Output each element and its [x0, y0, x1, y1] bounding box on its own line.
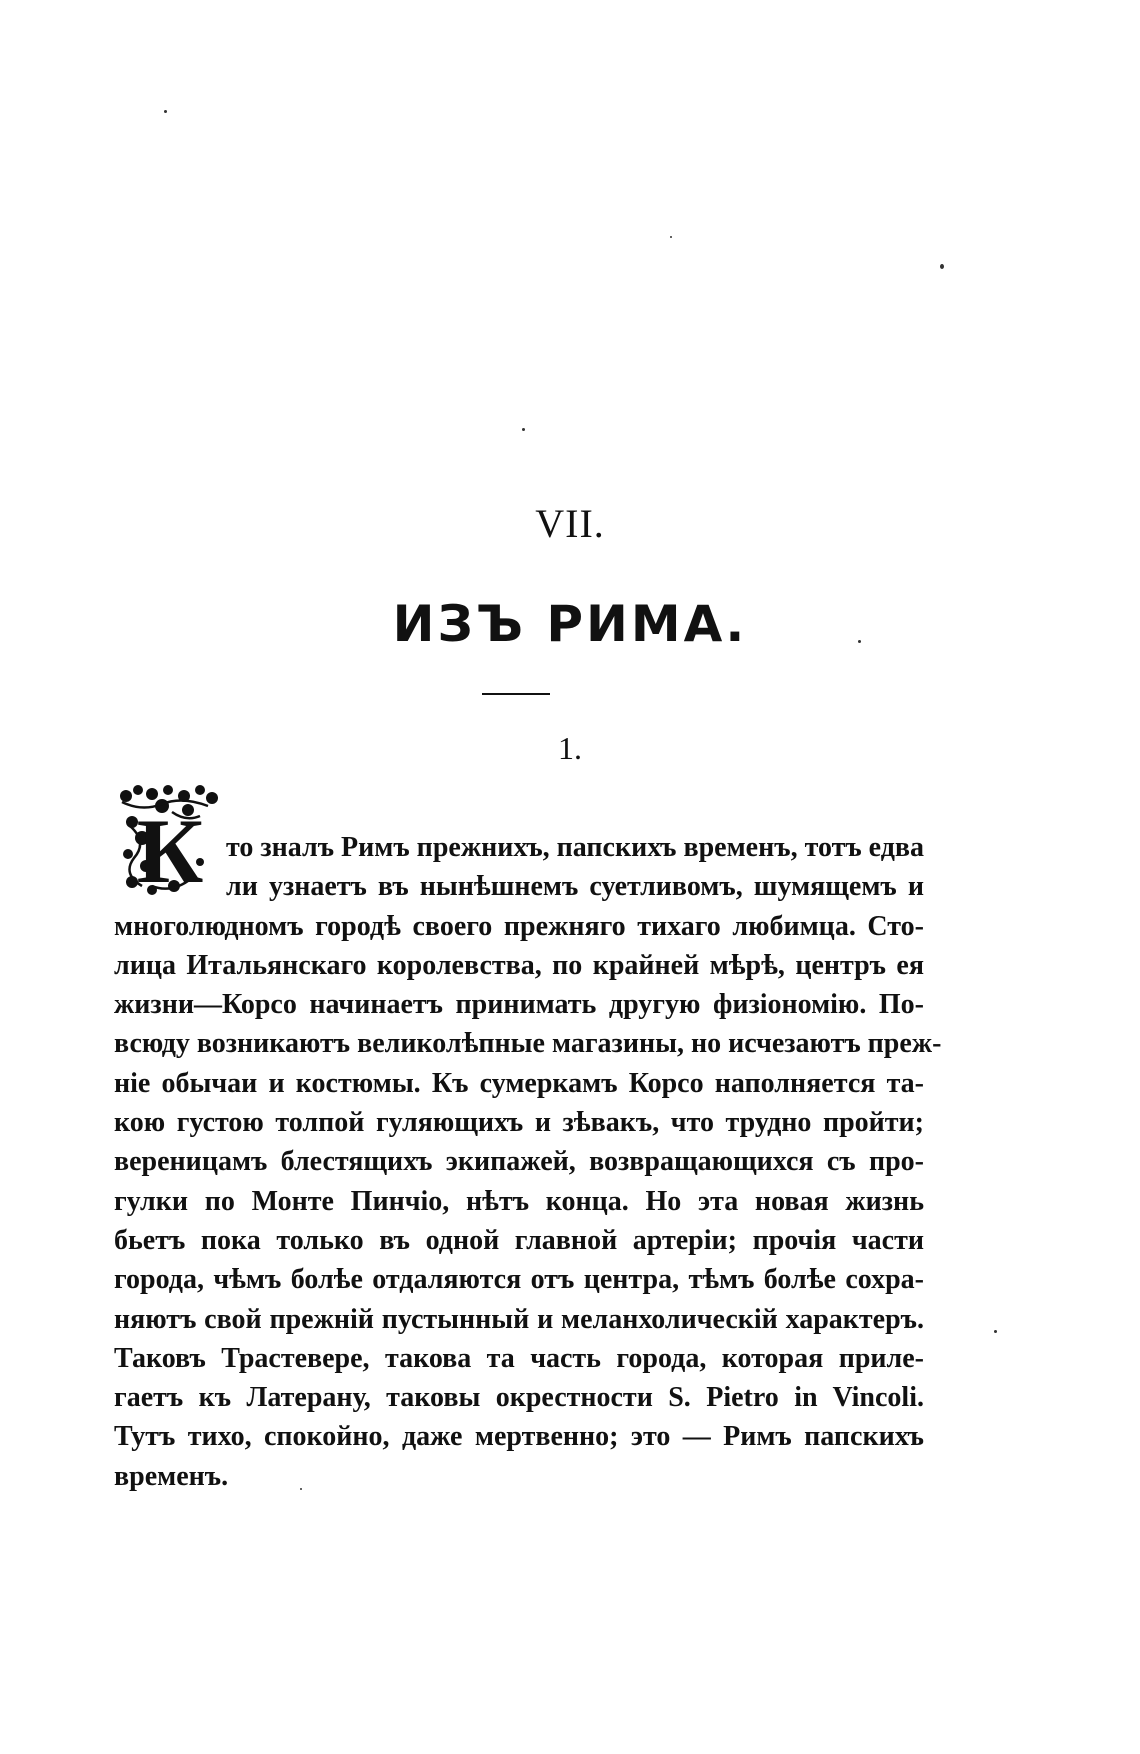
chapter-number: VII.: [535, 501, 605, 546]
text-line: ніе обычаи и костюмы. Къ сумеркамъ Корсо наполняется та-: [114, 1067, 924, 1099]
text-line: вереницамъ блестящихъ экипажей, возвращающихся съ про-: [114, 1146, 924, 1178]
scan-speck: [858, 640, 861, 643]
chapter-title: ИЗЪ РИМА.: [392, 595, 748, 653]
scan-speck: [164, 110, 167, 113]
scan-speck: [994, 1330, 997, 1333]
scan-speck: [300, 1488, 302, 1490]
text-line: лица Итальянскаго королевства, по крайней мѣрѣ, центръ ея: [114, 949, 924, 981]
text-line: кою густою толпой гуляющихъ и зѣвакъ, что трудно пройти;: [114, 1107, 924, 1139]
text-line: бьетъ пока только въ одной главной артеріи; прочія части: [114, 1224, 924, 1256]
text-line: няютъ свой прежній пустынный и меланхолическій характеръ.: [114, 1303, 924, 1335]
body-paragraph: [114, 828, 942, 1496]
text-line: города, чѣмъ болѣе отдаляются отъ центра, тѣмъ болѣе сохра-: [114, 1264, 924, 1296]
title-divider: [482, 693, 550, 695]
text-line: гулки по Монте Пинчіо, нѣтъ конца. Но эта новая жизнь: [114, 1185, 924, 1217]
text-line: жизни—Корсо начинаетъ принимать другую физіономію. По-: [114, 989, 924, 1021]
text-line: временъ.: [114, 1460, 229, 1492]
text-line: то зналъ Римъ прежнихъ, папскихъ временъ, тотъ едва: [226, 832, 925, 863]
text-line: гаетъ къ Латерану, таковы окрестности S. Pietro in Vincoli.: [114, 1382, 924, 1414]
text-line: многолюдномъ городѣ своего прежняго тихаго любимца. Сто-: [114, 910, 924, 942]
text-line: Таковъ Трастевере, такова та часть города, которая приле-: [114, 1342, 924, 1374]
scan-speck: [522, 428, 525, 431]
scan-speck: [670, 236, 672, 238]
text-line: всюду возникаютъ великолѣпные магазины, но исчезаютъ преж-: [114, 1028, 942, 1060]
section-number: 1.: [558, 730, 582, 766]
scan-speck: [940, 264, 944, 269]
text-line: Тутъ тихо, спокойно, даже мертвенно; это — Римъ папскихъ: [114, 1421, 924, 1453]
drop-cap-letter: К: [136, 800, 204, 902]
text-line: ли узнаетъ въ нынѣшнемъ суетливомъ, шумящемъ и: [226, 871, 924, 903]
